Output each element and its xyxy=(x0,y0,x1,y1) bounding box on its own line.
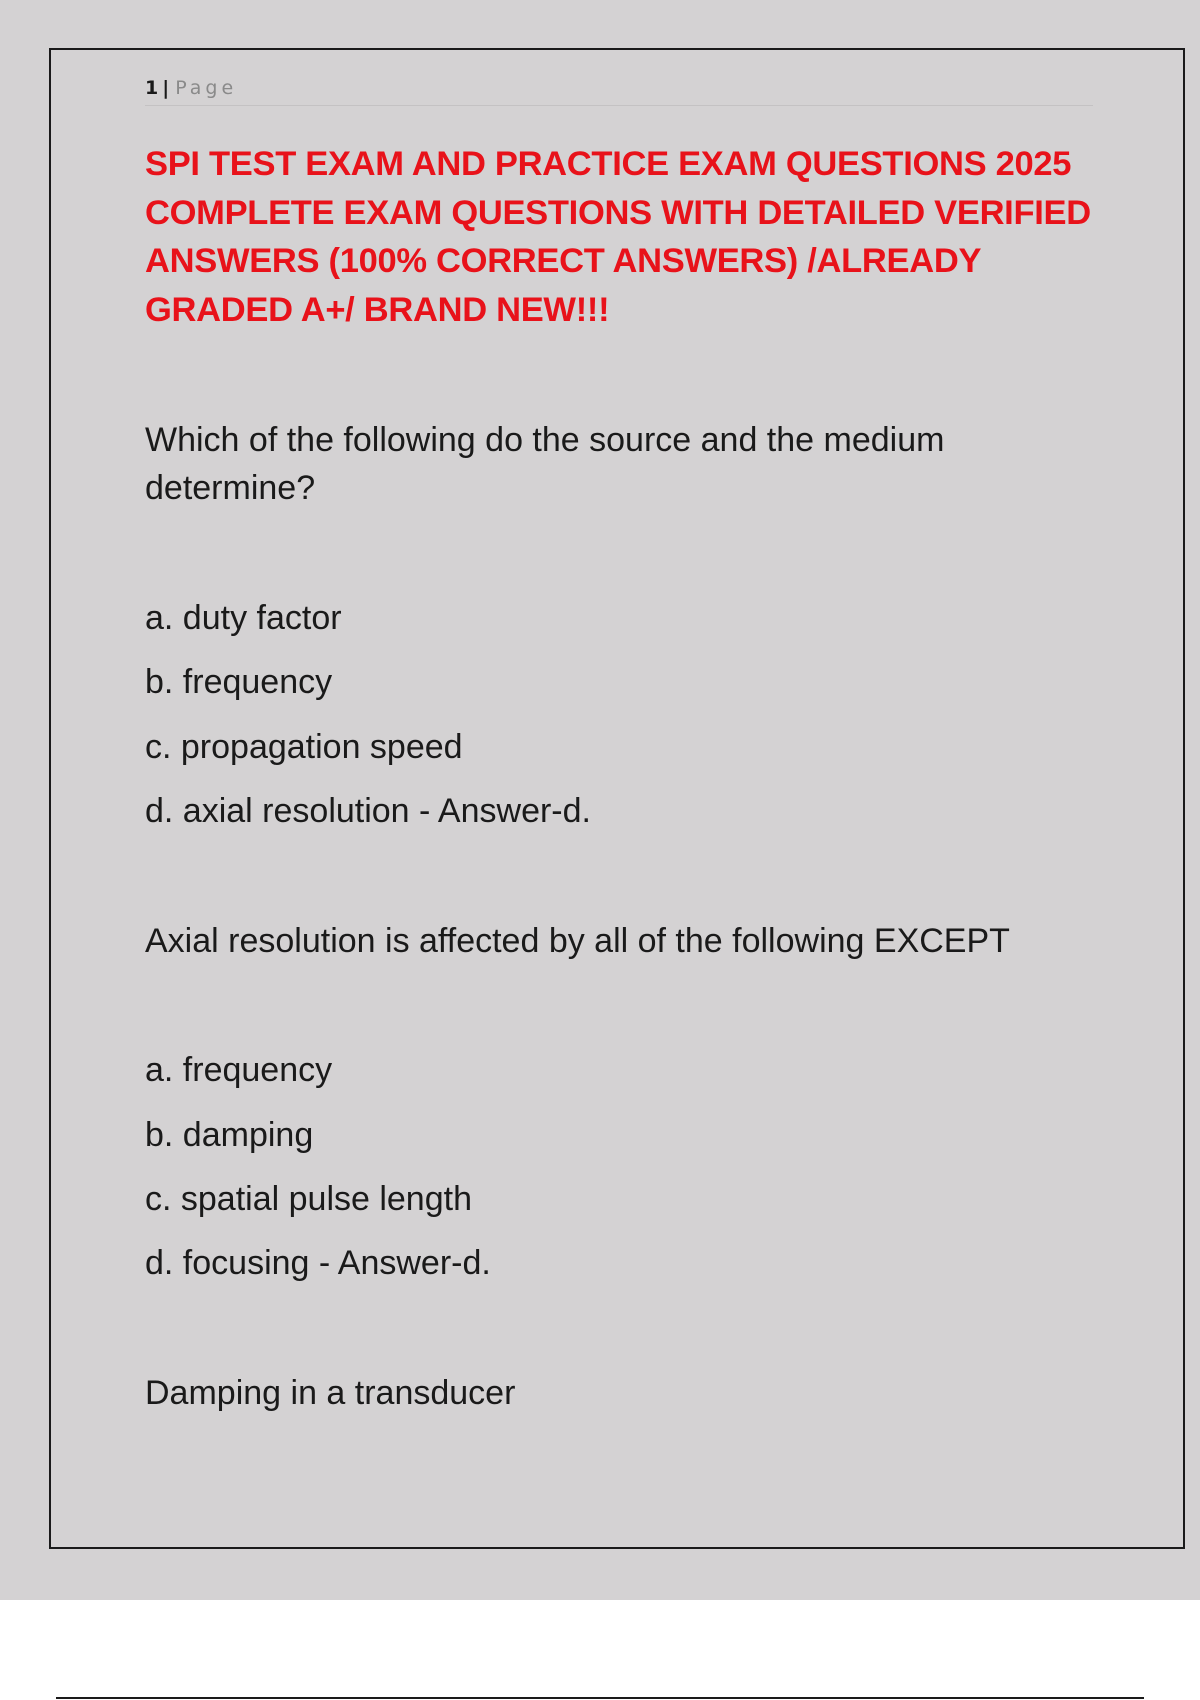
question-1-option-c: c. propagation speed xyxy=(145,728,463,766)
page-number: 1 xyxy=(145,77,159,99)
question-2-option-d: d. focusing - Answer-d. xyxy=(145,1244,491,1282)
header-separator: | xyxy=(162,77,170,99)
question-1-option-b: b. frequency xyxy=(145,663,333,701)
page-header xyxy=(145,74,1093,106)
document-title: SPI TEST EXAM AND PRACTICE EXAM QUESTIONS 2025 COMPLETE EXAM QUESTIONS WITH DETAILED VERIFIED ANSWERS (100% CORRECT ANSWERS) /ALREADY GRADED A+/ BRAND NEW!!! xyxy=(145,145,1091,329)
question-1-option-a: a. duty factor xyxy=(145,599,342,637)
question-3-text: Damping in a transducer xyxy=(145,1374,516,1412)
footer-divider xyxy=(56,1697,1144,1699)
page-label: Page xyxy=(175,77,238,99)
question-2-option-b: b. damping xyxy=(145,1116,314,1154)
question-2-option-c: c. spatial pulse length xyxy=(145,1180,472,1218)
question-1-text: Which of the following do the source and the medium determine? xyxy=(145,421,945,507)
question-2-option-a: a. frequency xyxy=(145,1051,333,1089)
question-2-text: Axial resolution is affected by all of the following EXCEPT xyxy=(145,922,1010,960)
question-1-option-d: d. axial resolution - Answer-d. xyxy=(145,792,591,830)
